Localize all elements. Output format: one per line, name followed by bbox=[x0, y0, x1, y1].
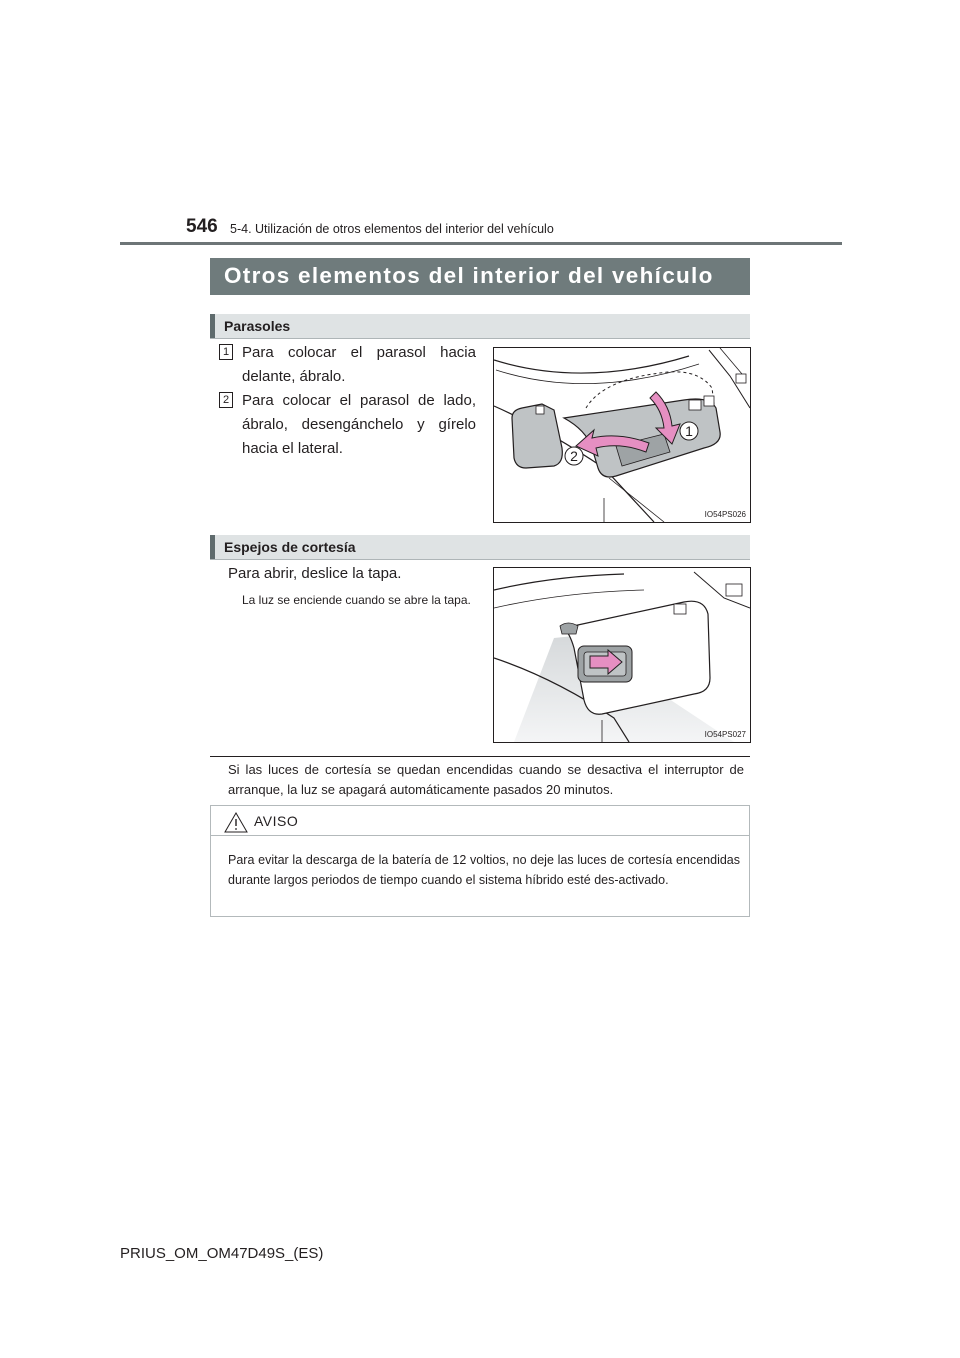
callout-2: 2 bbox=[570, 448, 578, 464]
vanity-mirror-drawing bbox=[494, 568, 750, 742]
heading-marker bbox=[210, 535, 215, 559]
step-text: Para colocar el parasol hacia delante, ábralo. bbox=[242, 344, 476, 385]
vanity-mirror-illustration bbox=[493, 567, 751, 743]
figure-code: IO54PS027 bbox=[704, 730, 746, 739]
step-text: Para colocar el parasol de lado, ábralo, desengánchelo y gírelo hacia el lateral. bbox=[242, 392, 476, 457]
heading-marker bbox=[210, 314, 215, 338]
sun-visor-drawing bbox=[494, 348, 750, 522]
section-heading-label: Espejos de cortesía bbox=[224, 539, 356, 555]
mirror-detail: La luz se enciende cuando se abre la tapa. bbox=[242, 593, 471, 607]
step-number-badge: 2 bbox=[219, 392, 233, 408]
callout-1: 1 bbox=[685, 423, 693, 439]
page-number: 546 bbox=[186, 216, 218, 237]
figure-code: IO54PS026 bbox=[704, 510, 746, 519]
warning-text: Para evitar la descarga de la batería de 12 voltios, no deje las luces de cortesía encendidas durante largos periodos de tiempo cuando el sistema híbrido esté des-activado. bbox=[228, 853, 740, 887]
section-heading-label: Parasoles bbox=[224, 318, 291, 334]
step-number-badge: 1 bbox=[219, 344, 233, 360]
header-rule bbox=[120, 242, 842, 245]
warning-label: AVISO bbox=[254, 813, 299, 829]
section-reference: 5-4. Utilización de otros elementos del interior del vehículo bbox=[230, 222, 554, 236]
section-heading-parasoles bbox=[210, 314, 750, 339]
mirror-instruction: Para abrir, deslice la tapa. bbox=[228, 565, 402, 582]
warning-divider bbox=[211, 835, 749, 836]
note-divider bbox=[210, 756, 750, 757]
document-code: PRIUS_OM_OM47D49S_(ES) bbox=[120, 1245, 324, 1262]
warning-triangle-icon bbox=[224, 812, 248, 838]
page-title: Otros elementos del interior del vehículo bbox=[224, 263, 714, 288]
note-text: Si las luces de cortesía se quedan encendidas cuando se desactiva el interruptor de arranque, la luz se apagará automáticamente pasados 20 minutos. bbox=[228, 762, 744, 797]
section-heading-espejos bbox=[210, 535, 750, 560]
sun-visor-illustration bbox=[493, 347, 751, 523]
page-title-bar bbox=[210, 258, 750, 295]
